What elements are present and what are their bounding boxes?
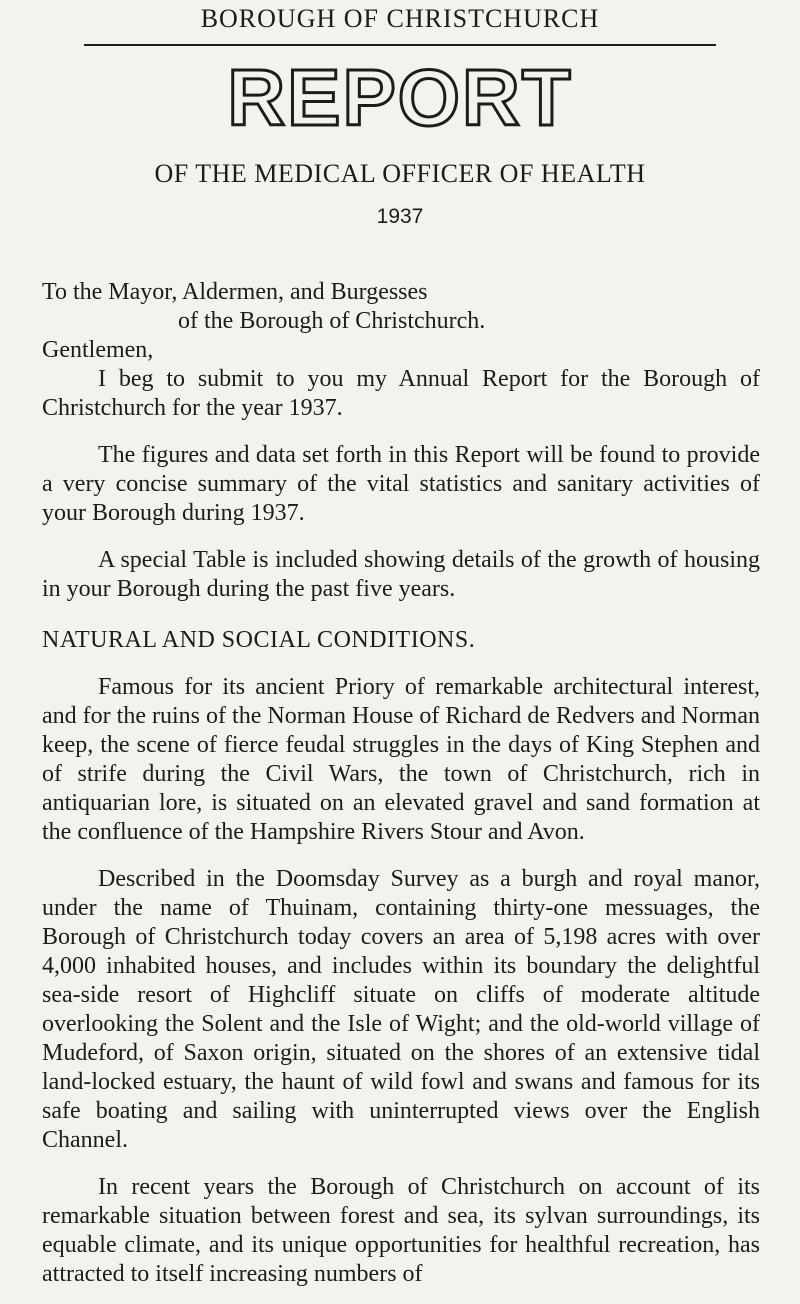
paragraph-5: Described in the Doomsday Survey as a burgh and royal manor, under the name of Thuinam, containing thirty-one messuages, the Borough of Christchurch today covers an area of 5,198 acres with over 4,000 inhabited houses, and includes within its boundary the delightful sea-side resort of Highcliff situate on cliffs of moderate altitude overlooking the Solent and the Isle of Wight; and the old-world village of Mudeford, of Saxon origin, situated on the shores of an extensive tidal land-locked estuary, the haunt of wild fowl and swans and famous for its safe boating and sailing with uninterrupted views over the English Channel. (42, 866, 760, 1153)
report-title: REPORT (227, 53, 573, 142)
report-subtitle: OF THE MEDICAL OFFICER OF HEALTH (154, 159, 646, 188)
address-line-1: To the Mayor, Aldermen, and Burgesses (42, 279, 428, 305)
paragraph-6: In recent years the Borough of Christchurch on account of its remarkable situation between forest and sea, its sylvan surroundings, its equable climate, and its unique opportunities for healthful recreation, has attracted to itself increasing numbers of (42, 1174, 760, 1287)
paragraph-3: A special Table is included showing details of the growth of housing in your Borough during the past five years. (42, 547, 760, 602)
report-year: 1937 (376, 205, 424, 228)
paragraph-4: Famous for its ancient Priory of remarkable architectural interest, and for the ruins of the Norman House of Richard de Redvers and Norman keep, the scene of fierce feudal struggles in the days of King Stephen and of strife during the Civil Wars, the town of Christchurch, rich in antiquarian lore, is situated on an elevated gravel and sand formation at the confluence of the Hampshire Rivers Stour and Avon. (42, 674, 760, 845)
section-heading: NATURAL AND SOCIAL CONDITIONS. (42, 627, 476, 653)
header-rule (84, 44, 716, 46)
paragraph-2: The figures and data set forth in this Report will be found to provide a very concise summary of the vital statistics and sanitary activities of your Borough during 1937. (42, 442, 760, 526)
address-line-2: of the Borough of Christchurch. (178, 308, 486, 334)
paragraph-1: I beg to submit to you my Annual Report for the Borough of Christchurch for the year 1937. (42, 366, 760, 421)
report-body (42, 278, 760, 1289)
greeting: Gentlemen, (42, 337, 154, 363)
borough-heading: BOROUGH OF CHRISTCHURCH (200, 4, 600, 33)
